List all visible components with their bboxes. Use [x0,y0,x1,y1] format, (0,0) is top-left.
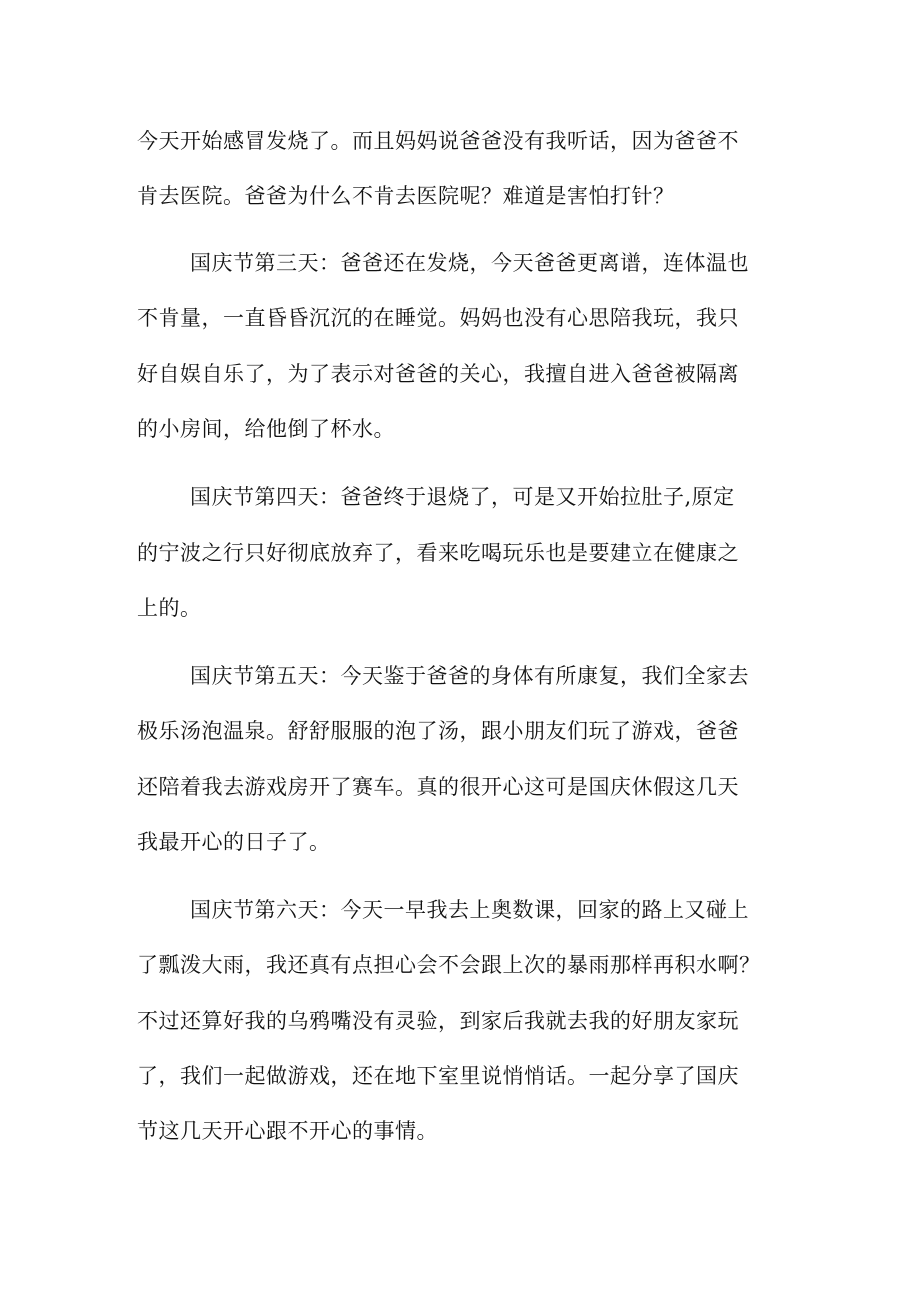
text-line: 肯去医院。爸爸为什么不肯去医院呢？难道是害怕打针？ [137,184,675,208]
text-line: 好自娱自乐了，为了表示对爸爸的关心，我擅自进入爸爸被隔离 [137,362,739,386]
text-line: 不肯量，一直昏昏沉沉的在睡觉。妈妈也没有心思陪我玩，我只 [137,306,739,330]
text-line: 我最开心的日子了。 [137,830,331,854]
text-line: 的宁波之行只好彻底放弃了，看来吃喝玩乐也是要建立在健康之 [137,541,739,565]
text-line: 的小房间，给他倒了杯水。 [137,417,395,441]
text-line: 国庆节第三天：爸爸还在发烧，今天爸爸更离谱，连体温也 [190,251,749,275]
text-line: 上的。 [137,596,202,620]
text-line: 不过还算好我的乌鸦嘴没有灵验，到家后我就去我的好朋友家玩 [137,1009,739,1033]
text-line: 国庆节第四天：爸爸终于退烧了，可是又开始拉肚子,原定 [190,485,735,509]
text-line: 极乐汤泡温泉。舒舒服服的泡了汤，跟小朋友们玩了游戏，爸爸 [137,719,739,743]
text-line: 今天开始感冒发烧了。而且妈妈说爸爸没有我听话，因为爸爸不 [137,129,739,153]
text-line: 还陪着我去游戏房开了赛车。真的很开心这可是国庆休假这几天 [137,775,739,799]
text-line: 国庆节第五天：今天鉴于爸爸的身体有所康复，我们全家去 [190,664,749,688]
text-line: 节这几天开心跟不开心的事情。 [137,1119,438,1143]
text-line: 了，我们一起做游戏，还在地下室里说悄悄话。一起分享了国庆 [137,1064,739,1088]
text-line: 了瓢泼大雨，我还真有点担心会不会跟上次的暴雨那样再积水啊？ [137,953,761,977]
text-line: 国庆节第六天：今天一早我去上奥数课，回家的路上又碰上 [190,898,749,922]
